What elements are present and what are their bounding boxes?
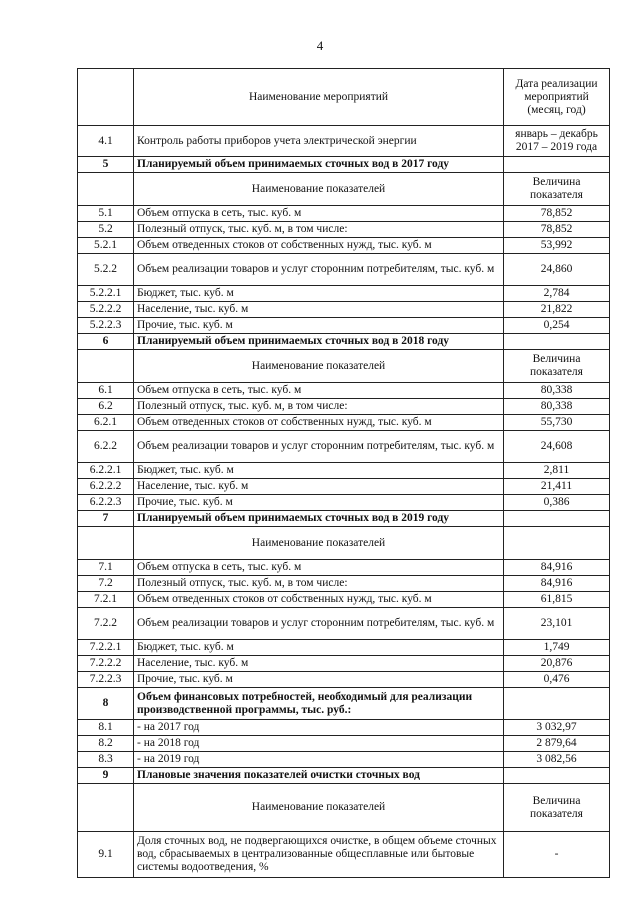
row-number: 6.2: [78, 399, 134, 415]
table-row: [78, 318, 610, 334]
column-header-value: [504, 527, 610, 560]
row-name: Прочие, тыс. куб. м: [134, 495, 504, 511]
row-name: Объем реализации товаров и услуг сторонним потребителям, тыс. куб. м: [134, 431, 504, 463]
section-empty-cell: [504, 334, 610, 350]
row-name: Прочие, тыс. куб. м: [134, 318, 504, 334]
row-value: 3 082,56: [504, 752, 610, 768]
section-empty-cell: [504, 768, 610, 784]
row-value: 84,916: [504, 576, 610, 592]
table-row: [78, 560, 610, 576]
table-row: [78, 672, 610, 688]
section-title: Планируемый объем принимаемых сточных вод в 2017 году: [134, 157, 504, 173]
row-number: 6.2.2.2: [78, 479, 134, 495]
table-row: [78, 238, 610, 254]
column-header-row: [78, 784, 610, 832]
section-title-row: [78, 334, 610, 350]
row-name: Объем отведенных стоков от собственных нужд, тыс. куб. м: [134, 415, 504, 431]
row-value: -: [504, 832, 610, 878]
row-name: Население, тыс. куб. м: [134, 302, 504, 318]
table-row: [78, 463, 610, 479]
row-number: 7.2.2.3: [78, 672, 134, 688]
row-value: 2 879,64: [504, 736, 610, 752]
row-value: 20,876: [504, 656, 610, 672]
column-header-row: [78, 527, 610, 560]
row-value: 0,476: [504, 672, 610, 688]
row-number: 5.2: [78, 222, 134, 238]
table-row: [78, 832, 610, 878]
sections-body: [78, 157, 610, 688]
row-name: Бюджет, тыс. куб. м: [134, 640, 504, 656]
row-value: 53,992: [504, 238, 610, 254]
section-empty-cell: [504, 511, 610, 527]
row-number: 6.2.2.3: [78, 495, 134, 511]
column-header-empty: [78, 784, 134, 832]
table-row: [78, 383, 610, 399]
row-value: январь – декабрь 2017 – 2019 года: [504, 126, 610, 157]
table-row: [78, 254, 610, 286]
table-row: [78, 608, 610, 640]
row-name: Объем отпуска в сеть, тыс. куб. м: [134, 560, 504, 576]
table-row: [78, 640, 610, 656]
table-row: [78, 302, 610, 318]
row-name: Бюджет, тыс. куб. м: [134, 286, 504, 302]
row-number: 8.1: [78, 720, 134, 736]
row-name: - на 2017 год: [134, 720, 504, 736]
section-title: Плановые значения показателей очистки сточных вод: [134, 768, 504, 784]
column-header-row: [78, 173, 610, 206]
row-number: 6.2.1: [78, 415, 134, 431]
row-name: - на 2019 год: [134, 752, 504, 768]
row-number: 7.2.2.1: [78, 640, 134, 656]
row-name: Полезный отпуск, тыс. куб. м, в том числе:: [134, 399, 504, 415]
table-row: [78, 222, 610, 238]
section-number: 8: [78, 688, 134, 720]
row-value: 3 032,97: [504, 720, 610, 736]
row-value: 1,749: [504, 640, 610, 656]
column-header-name: Наименование показателей: [134, 173, 504, 206]
section-empty-cell: [504, 688, 610, 720]
section-number: 9: [78, 768, 134, 784]
row-value: 80,338: [504, 383, 610, 399]
section-title: Планируемый объем принимаемых сточных вод в 2019 году: [134, 511, 504, 527]
row-value: 23,101: [504, 608, 610, 640]
section-title: Объем финансовых потребностей, необходимый для реализации производственной программы, тыс. руб.:: [134, 688, 504, 720]
row-number: 5.1: [78, 206, 134, 222]
row-number: 5.2.2.3: [78, 318, 134, 334]
table-row: [78, 736, 610, 752]
row-name: - на 2018 год: [134, 736, 504, 752]
table-row: [78, 286, 610, 302]
row-name: Доля сточных вод, не подвергающихся очистке, в общем объеме сточных вод, сбрасываемых в централизованные общесплавные или бытовые системы водоотведения, %: [134, 832, 504, 878]
row-number: 7.2.2.2: [78, 656, 134, 672]
table-row: [78, 206, 610, 222]
column-header-value: Величина показателя: [504, 350, 610, 383]
program-table: [77, 68, 610, 878]
row-name: Объем реализации товаров и услуг сторонним потребителям, тыс. куб. м: [134, 254, 504, 286]
column-header-empty: [78, 527, 134, 560]
section-title-row: [78, 157, 610, 173]
row-name: Объем отпуска в сеть, тыс. куб. м: [134, 383, 504, 399]
column-header-name: Наименование показателей: [134, 527, 504, 560]
table-row: [78, 431, 610, 463]
section-title: Планируемый объем принимаемых сточных вод в 2018 году: [134, 334, 504, 350]
row-name: Полезный отпуск, тыс. куб. м, в том числе:: [134, 222, 504, 238]
row-value: 2,784: [504, 286, 610, 302]
row-name: Объем реализации товаров и услуг сторонним потребителям, тыс. куб. м: [134, 608, 504, 640]
column-header-name: Наименование показателей: [134, 350, 504, 383]
section-empty-cell: [504, 157, 610, 173]
column-header-empty: [78, 173, 134, 206]
row-name: Объем отпуска в сеть, тыс. куб. м: [134, 206, 504, 222]
table-row: [78, 592, 610, 608]
row-value: 84,916: [504, 560, 610, 576]
row-number: 6.1: [78, 383, 134, 399]
row-number: 8.3: [78, 752, 134, 768]
section-9-body: [78, 768, 610, 878]
row-number: 5.2.1: [78, 238, 134, 254]
row-value: 78,852: [504, 222, 610, 238]
section-title-row: [78, 768, 610, 784]
section-8-body: [78, 688, 610, 768]
table-row: [78, 415, 610, 431]
section-number: 7: [78, 511, 134, 527]
header-date-cell: Дата реализации мероприятий (месяц, год): [504, 69, 610, 126]
row-value: 0,386: [504, 495, 610, 511]
row-value: 80,338: [504, 399, 610, 415]
row-name: Прочие, тыс. куб. м: [134, 672, 504, 688]
row-number: 4.1: [78, 126, 134, 157]
header-num-cell: [78, 69, 134, 126]
column-header-row: [78, 350, 610, 383]
table-row: [78, 495, 610, 511]
table-row: [78, 399, 610, 415]
column-header-value: Величина показателя: [504, 173, 610, 206]
row-value: 55,730: [504, 415, 610, 431]
row-value: 24,860: [504, 254, 610, 286]
row-name: Объем отведенных стоков от собственных нужд, тыс. куб. м: [134, 592, 504, 608]
section-number: 6: [78, 334, 134, 350]
table-row: [78, 656, 610, 672]
row-value: 21,822: [504, 302, 610, 318]
table-row: [78, 720, 610, 736]
table-row: [78, 479, 610, 495]
row-value: 78,852: [504, 206, 610, 222]
table-row: [78, 126, 610, 157]
row-value: 21,411: [504, 479, 610, 495]
table-header-row: [78, 69, 610, 126]
row-number: 7.2.2: [78, 608, 134, 640]
section-title-row: [78, 688, 610, 720]
column-header-empty: [78, 350, 134, 383]
header-name-cell: Наименование мероприятий: [134, 69, 504, 126]
row-name: Контроль работы приборов учета электрической энергии: [134, 126, 504, 157]
row-number: 9.1: [78, 832, 134, 878]
column-header-value: Величина показателя: [504, 784, 610, 832]
row-name: Бюджет, тыс. куб. м: [134, 463, 504, 479]
row-value: 24,608: [504, 431, 610, 463]
section-number: 5: [78, 157, 134, 173]
page-number: 4: [316, 38, 324, 53]
section-title-row: [78, 511, 610, 527]
row-number: 6.2.2.1: [78, 463, 134, 479]
row-number: 7.2: [78, 576, 134, 592]
row-name: Население, тыс. куб. м: [134, 479, 504, 495]
row-number: 8.2: [78, 736, 134, 752]
row-number: 5.2.2.2: [78, 302, 134, 318]
row-name: Население, тыс. куб. м: [134, 656, 504, 672]
table-row: [78, 576, 610, 592]
row-value: 0,254: [504, 318, 610, 334]
row-name: Объем отведенных стоков от собственных нужд, тыс. куб. м: [134, 238, 504, 254]
column-header-name: Наименование показателей: [134, 784, 504, 832]
row-number: 7.1: [78, 560, 134, 576]
row-number: 5.2.2: [78, 254, 134, 286]
row-value: 61,815: [504, 592, 610, 608]
row-number: 6.2.2: [78, 431, 134, 463]
table-row: [78, 752, 610, 768]
row-number: 5.2.2.1: [78, 286, 134, 302]
row-number: 7.2.1: [78, 592, 134, 608]
row-value: 2,811: [504, 463, 610, 479]
row-name: Полезный отпуск, тыс. куб. м, в том числе:: [134, 576, 504, 592]
